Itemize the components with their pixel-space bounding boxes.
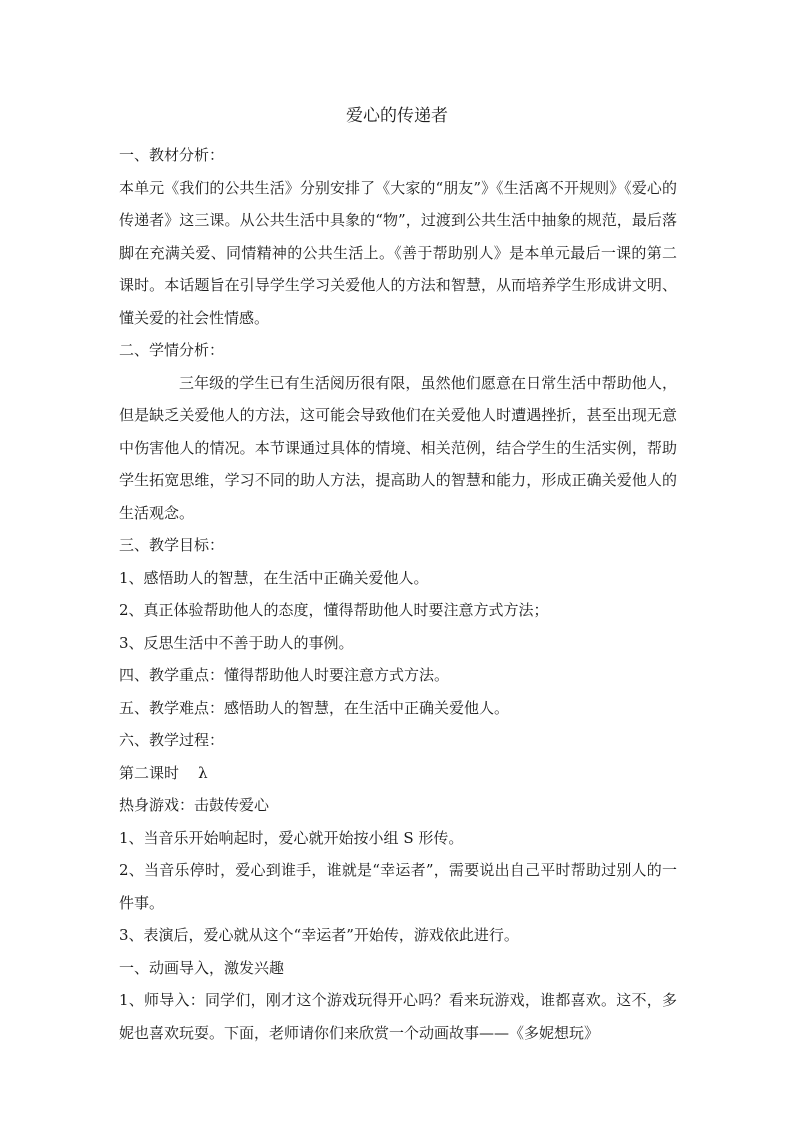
section-heading-textbook-analysis: 一、教材分析： xyxy=(119,146,225,164)
warmup-step-3: 3、表演后，爱心就从这个“幸运者”开始传，游戏依此进行。 xyxy=(119,926,519,944)
warmup-game-heading: 热身游戏：击鼓传爱心 xyxy=(119,796,270,814)
section-heading-key-point: 四、教学重点：懂得帮助他人时要注意方式方法。 xyxy=(119,666,450,684)
section-heading-teaching-process: 六、教学过程： xyxy=(119,731,225,749)
warmup-step-1: 1、当音乐开始响起时，爱心就开始按小组 S 形传。 xyxy=(119,828,464,847)
warmup-step-2: 2、当音乐停时，爱心到谁手，谁就是“幸运者”，需要说出自己平时帮助过别人的一件事。 xyxy=(119,861,677,912)
section-heading-difficulty: 五、教学难点：感悟助人的智慧，在生活中正确关爱他人。 xyxy=(119,698,510,717)
document-body xyxy=(119,139,677,1049)
section-heading-student-analysis: 二、学情分析： xyxy=(119,341,225,359)
animation-intro-step-1: 1、师导入：同学们，刚才这个游戏玩得开心吗？看来玩游戏，谁都喜欢。这不，多妮也喜欢玩耍。下面，老师请你们来欣赏一个动画故事——《多妮想玩》 xyxy=(119,991,677,1042)
textbook-analysis-paragraph: 本单元《我们的公共生活》分别安排了《大家的“朋友”》《生活离不开规则》《爱心的传递者》这三课。从公共生活中具象的“物”，过渡到公共生活中抽象的规范，最后落脚在充满关爱、同情精神的公共生活上。《善于帮助别人》是本单元最后一课的第二课时。本话题旨在引导学生学习关爱他人的方法和智慧，从而培养学生形成讲文明、懂关爱的社会性情感。 xyxy=(119,178,677,327)
goal-item-1: 1、感悟助人的智慧，在生活中正确关爱他人。 xyxy=(119,568,429,587)
document-title: 爱心的传递者 xyxy=(346,106,448,126)
lesson-period-label: 第二课时 λ xyxy=(119,763,208,782)
animation-intro-heading: 一、动画导入，激发兴趣 xyxy=(119,958,285,977)
section-heading-teaching-goals: 三、教学目标： xyxy=(119,536,225,554)
goal-item-3: 3、反思生活中不善于助人的事例。 xyxy=(119,633,354,652)
student-analysis-paragraph: 三年级的学生已有生活阅历很有限，虽然他们愿意在日常生活中帮助他人，但是缺乏关爱他人的方法，这可能会导致他们在关爱他人时遭遇挫折，甚至出现无意中伤害他人的情况。本节课通过具体的情境、相关范例，结合学生的生活实例，帮助学生拓宽思维，学习不同的助人方法，提高助人的智慧和能力，形成正确关爱他人的生活观念。 xyxy=(119,373,677,522)
goal-item-2: 2、真正体验帮助他人的态度，懂得帮助他人时要注意方式方法； xyxy=(119,601,549,619)
